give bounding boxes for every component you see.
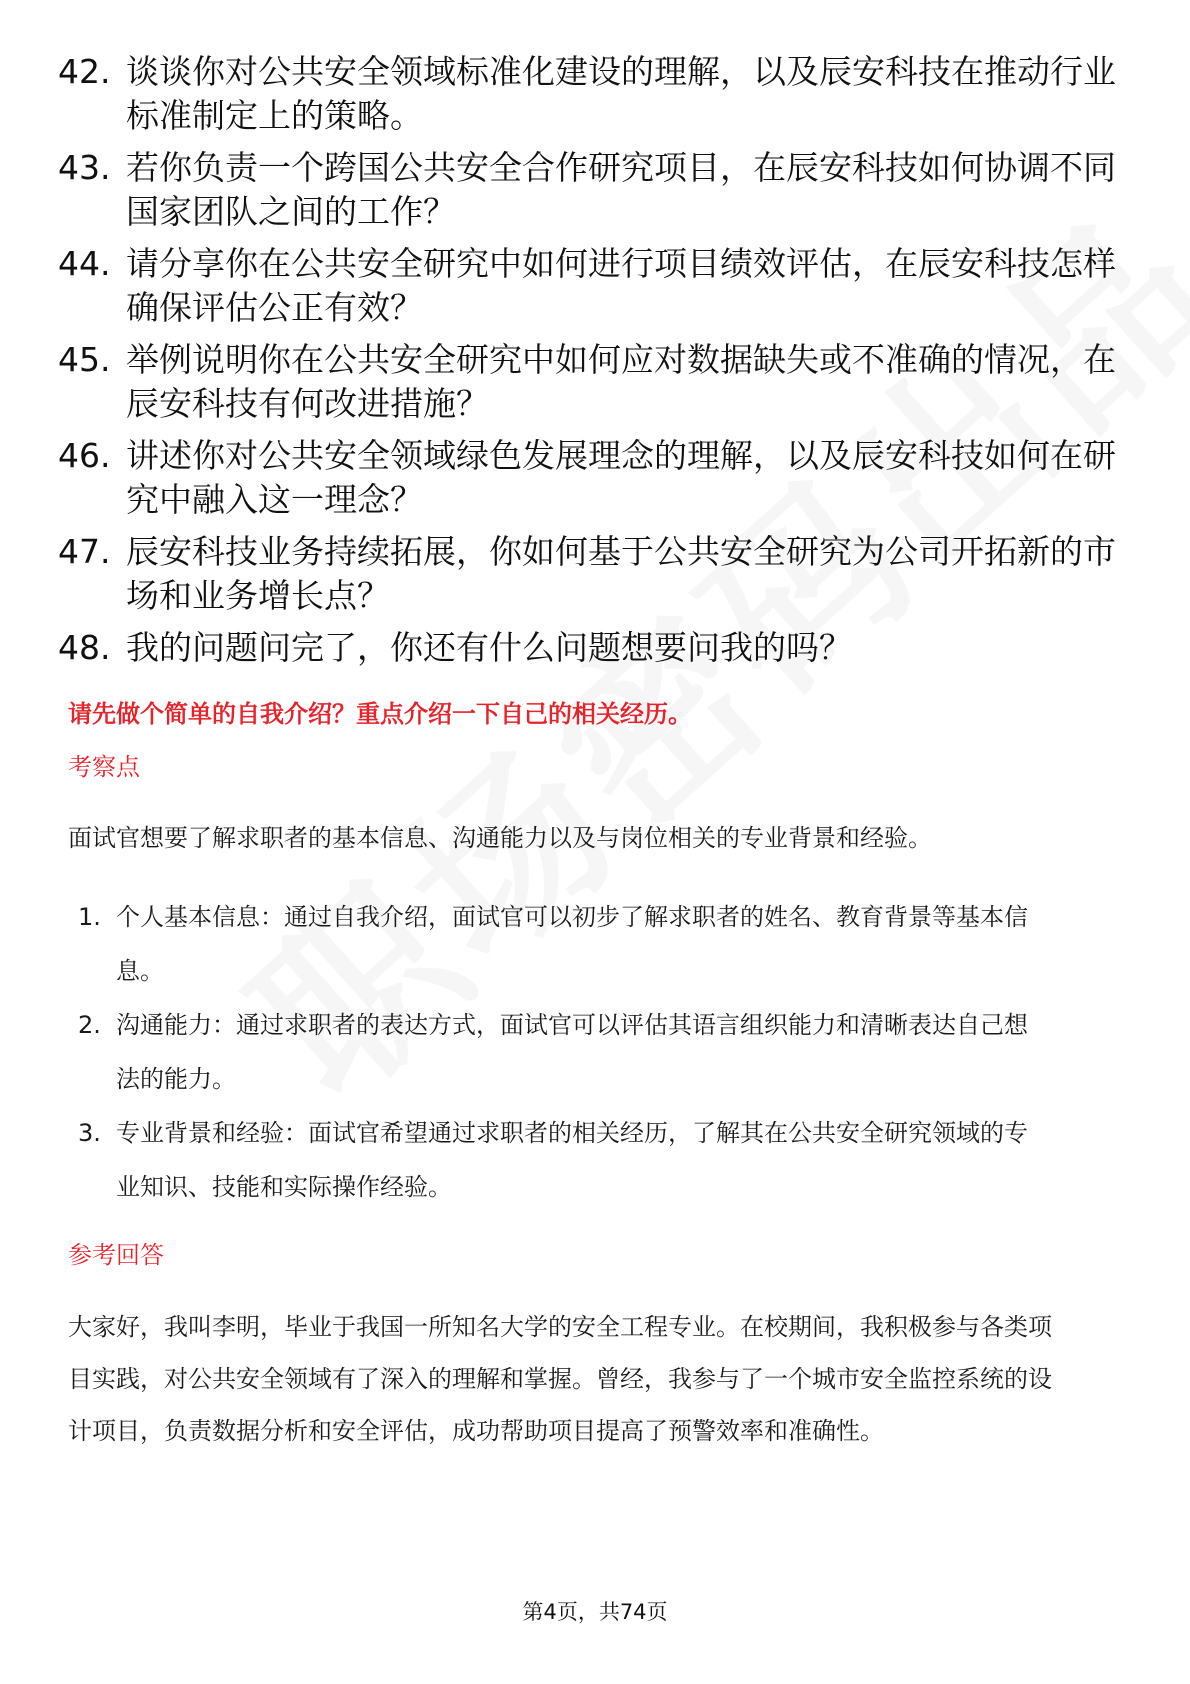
point-text: 沟通能力：通过求职者的表达方式，面试官可以评估其语言组织能力和清晰表达自己想法的能力。 [116,1011,1028,1093]
intro-paragraph: 面试官想要了解求职者的基本信息、沟通能力以及与岗位相关的专业背景和经验。 [68,824,932,852]
point-number: 3. [78,1119,101,1147]
question-number: 44. [58,244,111,283]
list-item [58,146,1138,234]
reference-answer-heading: 参考回答 [68,1241,164,1269]
question-number: 47. [58,532,111,571]
list-item [58,50,1138,138]
point-text: 个人基本信息：通过自我介绍，面试官可以初步了解求职者的姓名、教育背景等基本信息。 [116,903,1028,985]
question-text: 谈谈你对公共安全领域标准化建设的理解，以及辰安科技在推动行业标准制定上的策略。 [126,52,1116,135]
list-item [58,242,1138,330]
list-item [58,626,1138,670]
assessment-points-list [68,890,1048,1214]
question-text: 我的问题问完了，你还有什么问题想要问我的吗？ [126,628,852,667]
question-text: 请分享你在公共安全研究中如何进行项目绩效评估，在辰安科技怎样确保评估公正有效？ [126,244,1116,327]
section-question-title: 请先做个简单的自我介绍？重点介绍一下自己的相关经历。 [68,700,692,728]
question-number: 45. [58,340,111,379]
question-text: 若你负责一个跨国公共安全合作研究项目，在辰安科技如何协调不同国家团队之间的工作？ [126,148,1116,231]
question-text: 举例说明你在公共安全研究中如何应对数据缺失或不准确的情况，在辰安科技有何改进措施？ [126,340,1116,423]
page-footer: 第4页，共74页 [522,1600,668,1624]
list-item [68,890,1048,998]
list-item [68,998,1048,1106]
question-number: 42. [58,52,111,91]
question-number: 43. [58,148,111,187]
point-text: 专业背景和经验：面试官希望通过求职者的相关经历，了解其在公共安全研究领域的专业知识、技能和实际操作经验。 [116,1119,1028,1201]
kaochadian-heading: 考察点 [68,753,140,781]
question-text: 辰安科技业务持续拓展，你如何基于公共安全研究为公司开拓新的市场和业务增长点？ [126,532,1116,615]
answer-paragraph: 大家好，我叫李明，毕业于我国一所知名大学的安全工程专业。在校期间，我积极参与各类项目实践，对公共安全领域有了深入的理解和掌握。曾经，我参与了一个城市安全监控系统的设计项目，负责数据分析和安全评估，成功帮助项目提高了预警效率和准确性。 [68,1313,1052,1445]
list-item [58,338,1138,426]
list-item [58,434,1138,522]
question-number: 48. [58,628,111,667]
list-item [58,530,1138,618]
list-item [68,1106,1048,1214]
point-number: 1. [78,903,101,931]
question-text: 讲述你对公共安全领域绿色发展理念的理解，以及辰安科技如何在研究中融入这一理念？ [126,436,1116,519]
point-number: 2. [78,1011,101,1039]
question-list [58,50,1138,678]
question-number: 46. [58,436,111,475]
